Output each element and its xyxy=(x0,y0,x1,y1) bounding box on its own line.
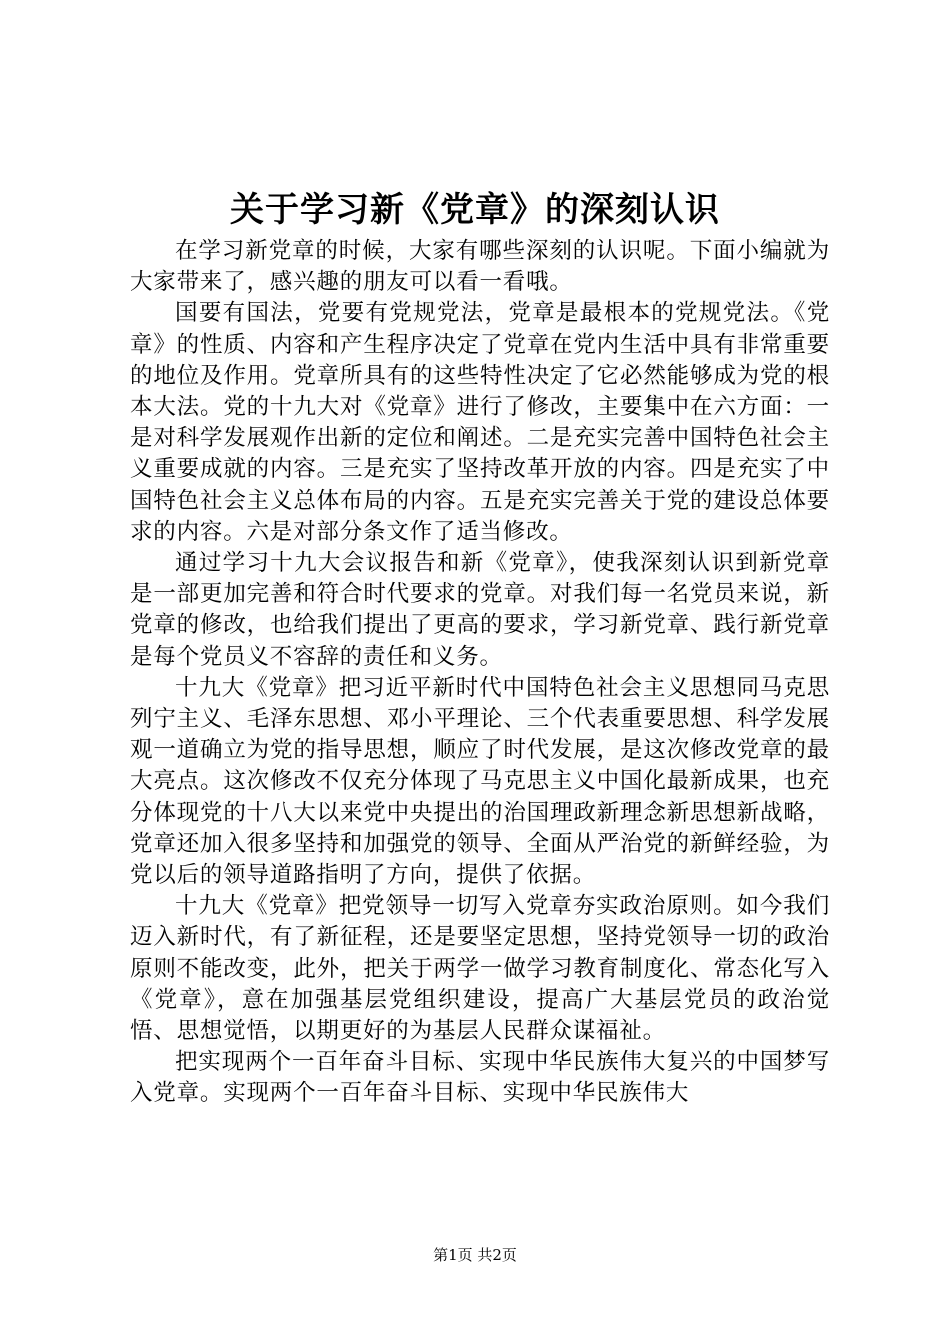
paragraph-party-constitution-nature: 国要有国法，党要有党规党法，党章是最根本的党规党法。《党章》的性质、内容和产生程序决定了党章在党内生活中具有非常重要的地位及作用。党章所具有的这些特性决定了它必然能够成为党的根本大法。党的十九大对《党章》进行了修改，主要集中在六方面：一是对科学发展观作出新的定位和阐述。二是充实完善中国特色社会主义重要成就的内容。三是充实了坚持改革开放的内容。四是充实了中国特色社会主义总体布局的内容。五是充实完善关于党的建设总体要求的内容。六是对部分条文作了适当修改。 xyxy=(130,300,830,545)
document-title: 关于学习新《党章》的深刻认识 xyxy=(230,190,720,230)
paragraph-intro: 在学习新党章的时候，大家有哪些深刻的认识呢。下面小编就为大家带来了，感兴趣的朋友可以看一看哦。 xyxy=(130,238,830,296)
document-body xyxy=(130,236,830,1110)
page-footer: 第1页 共2页 xyxy=(433,1246,517,1264)
paragraph-guiding-thought: 十九大《党章》把习近平新时代中国特色社会主义思想同马克思列宁主义、毛泽东思想、邓小平理论、三个代表重要思想、科学发展观一道确立为党的指导思想，顺应了时代发展，是这次修改党章的最大亮点。这次修改不仅充分体现了马克思主义中国化最新成果，也充分体现党的十八大以来党中央提出的治国理政新理念新思想新战略，党章还加入很多坚持和加强党的领导、全面从严治党的新鲜经验，为党以后的领导道路指明了方向，提供了依据。 xyxy=(130,674,830,889)
paragraph-study-understanding: 通过学习十九大会议报告和新《党章》，使我深刻认识到新党章是一部更加完善和符合时代要求的党章。对我们每一名党员来说，新党章的修改，也给我们提出了更高的要求，学习新党章、践行新党章是每个党员义不容辞的责任和义务。 xyxy=(130,550,830,670)
paragraph-party-leadership: 十九大《党章》把党领导一切写入党章夯实政治原则。如今我们迈入新时代，有了新征程，还是要坚定思想，坚持党领导一切的政治原则不能改变，此外，把关于两学一做学习教育制度化、常态化写入《党章》，意在加强基层党组织建设，提高广大基层党员的政治觉悟、思想觉悟，以期更好的为基层人民群众谋福祉。 xyxy=(130,893,830,1045)
paragraph-two-centenary-goals: 把实现两个一百年奋斗目标、实现中华民族伟大复兴的中国梦写入党章。实现两个一百年奋斗目标、实现中华民族伟大 xyxy=(130,1049,830,1107)
